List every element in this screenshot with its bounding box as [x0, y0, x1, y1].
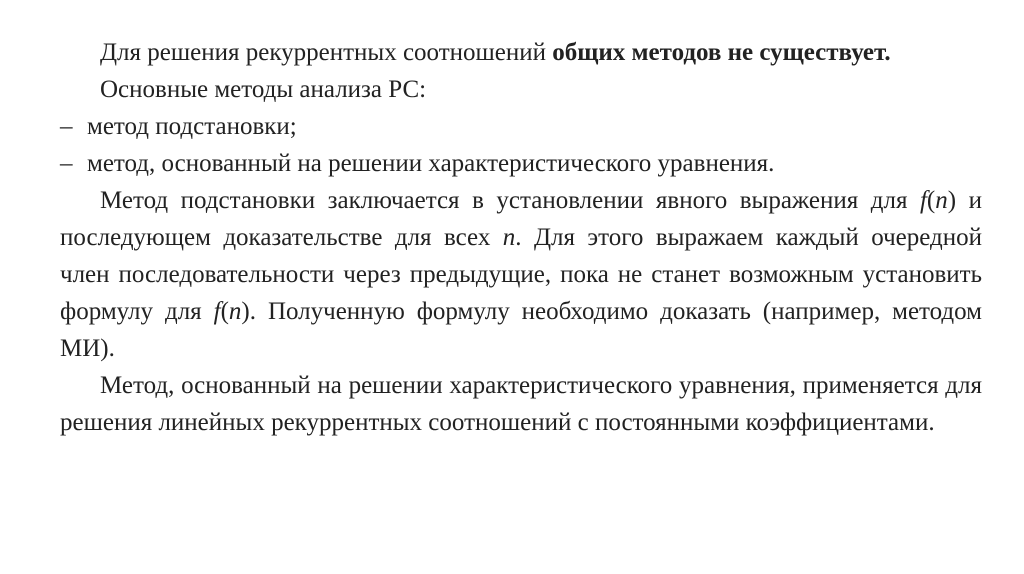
list-item-text: метод подстановки; — [87, 113, 297, 140]
list-item-substitution — [60, 108, 982, 145]
math-paren: ( — [220, 298, 229, 325]
math-paren: ) — [947, 187, 957, 214]
paragraph-characteristic-method — [60, 367, 982, 441]
list-dash: – — [60, 150, 73, 177]
emphasis-text: общих методов не существует. — [552, 39, 891, 66]
paragraph-no-general-methods — [60, 34, 982, 71]
paragraph-text: Основные методы анализа РС: — [100, 76, 427, 103]
list-item-text: метод, основанный на решении характеристического уравнения. — [87, 150, 775, 177]
paragraph-text: и последующем доказательстве для всех — [60, 187, 982, 251]
math-paren: ( — [926, 187, 936, 214]
math-paren: ) — [241, 298, 250, 325]
paragraph-text: . Полученную формулу необходимо доказать (например, методом МИ). — [60, 298, 982, 362]
math-n: n — [228, 298, 242, 325]
paragraph-text: . Для этого выражаем каждый очередной член последовательности через предыдущие, пока не станет возможным установить формулу для — [60, 224, 982, 325]
paragraph-substitution-method — [60, 182, 982, 367]
math-n: n — [935, 187, 948, 214]
math-f: f — [213, 298, 221, 325]
list-dash: – — [60, 113, 73, 140]
math-f: f — [919, 187, 927, 214]
paragraph-main-methods — [60, 71, 982, 108]
list-item-characteristic-equation — [60, 145, 982, 182]
math-n: n — [502, 224, 516, 251]
slide-content — [60, 34, 982, 441]
paragraph-text: Метод, основанный на решении характеристического уравнения, применяется для решения линейных рекуррентных соотношений с постоянными коэффициентами. — [60, 372, 982, 436]
paragraph-text: Метод подстановки заключается в установлении явного выражения для — [100, 187, 920, 214]
paragraph-text: Для решения рекуррентных соотношений — [100, 39, 553, 66]
